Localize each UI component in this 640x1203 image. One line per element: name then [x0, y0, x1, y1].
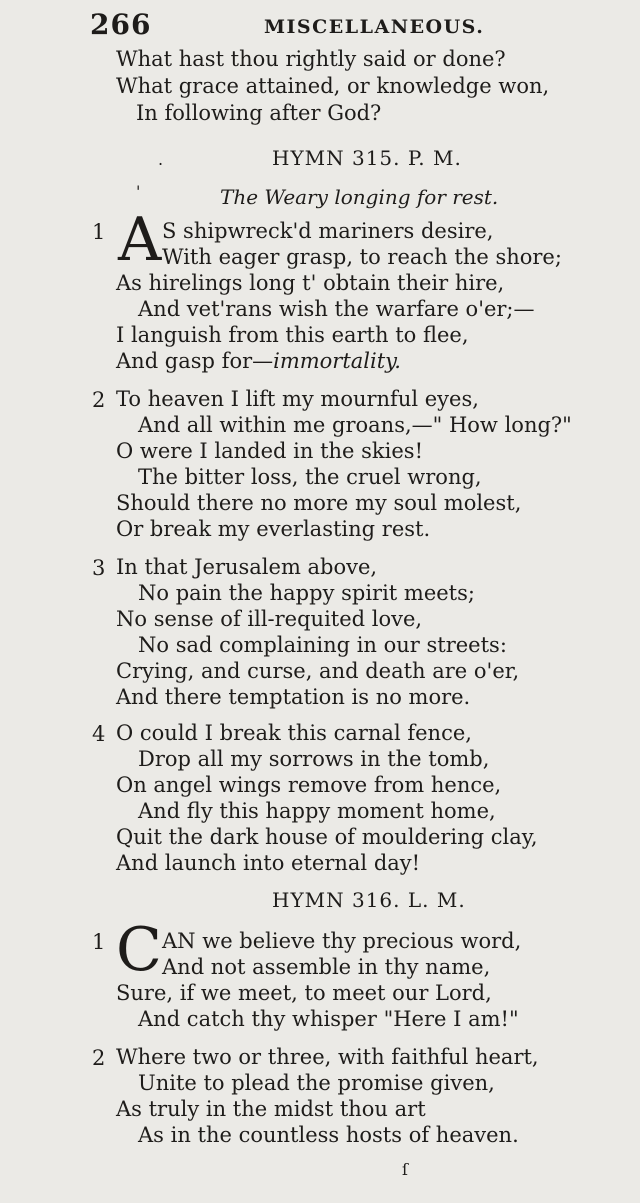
verse-line: O were I landed in the skies!: [116, 439, 424, 463]
verse-line: Sure, if we meet, to meet our Lord,: [116, 981, 492, 1005]
verse-line: Should there no more my soul molest,: [116, 491, 522, 515]
verse-line-text: And gasp for—: [116, 349, 274, 373]
hymn-315-subtitle: The Weary longing for rest.: [220, 185, 499, 209]
verse-number: 3: [92, 556, 106, 580]
drop-cap: A: [118, 205, 162, 275]
stray-mark: .: [158, 150, 164, 169]
verse-line: And fly this happy moment home,: [138, 799, 496, 823]
verse-number: 2: [92, 1046, 106, 1070]
verse-line: I languish from this earth to flee,: [116, 323, 469, 347]
verse-line: As hirelings long t' obtain their hire,: [116, 271, 505, 295]
verse-line: AN we believe thy precious word,: [162, 929, 522, 953]
verse-line: On angel wings remove from hence,: [116, 773, 502, 797]
page-number: 266: [90, 8, 152, 41]
verse-line: Unite to plead the promise given,: [138, 1071, 495, 1095]
verse-line: And vet'rans wish the warfare o'er;—: [138, 297, 535, 321]
verse-line: As in the countless hosts of heaven.: [138, 1123, 519, 1147]
verse-line: No sense of ill-requited love,: [116, 607, 423, 631]
verse-line: To heaven I lift my mournful eyes,: [116, 387, 479, 411]
stray-mark: ': [136, 182, 141, 201]
verse-line: Or break my everlasting rest.: [116, 517, 431, 541]
verse-line: Drop all my sorrows in the tomb,: [138, 747, 490, 771]
verse-line: And there temptation is no more.: [116, 685, 471, 709]
verse-line: No sad complaining in our streets:: [138, 633, 507, 657]
verse-line: And catch thy whisper "Here I am!": [138, 1007, 519, 1031]
verse-line: And not assemble in thy name,: [162, 955, 491, 979]
verse-number: 1: [92, 220, 106, 244]
drop-cap: C: [116, 915, 162, 985]
hymn-315-title: HYMN 315. P. M.: [272, 146, 462, 170]
verse-line: The bitter loss, the cruel wrong,: [138, 465, 482, 489]
verse-number: 1: [92, 930, 106, 954]
verse-line: Crying, and curse, and death are o'er,: [116, 659, 520, 683]
verse-line: S shipwreck'd mariners desire,: [162, 219, 494, 243]
verse-line: No pain the happy spirit meets;: [138, 581, 475, 605]
verse-line: Quit the dark house of mouldering clay,: [116, 825, 538, 849]
verse-line: What grace attained, or knowledge won,: [116, 74, 550, 98]
verse-number: 4: [92, 722, 106, 746]
verse-line: And all within me groans,—" How long?": [138, 413, 572, 437]
italic-word: immortality.: [273, 349, 401, 373]
verse-line: With eager grasp, to reach the shore;: [162, 245, 562, 269]
verse-line: In following after God?: [136, 101, 382, 125]
running-header: [90, 8, 550, 44]
stray-mark: ſ: [402, 1160, 408, 1179]
verse-line: As truly in the midst thou art: [116, 1097, 426, 1121]
verse-line: O could I break this carnal fence,: [116, 721, 472, 745]
verse-line: In that Jerusalem above,: [116, 555, 378, 579]
verse-number: 2: [92, 388, 106, 412]
verse-line: Where two or three, with faithful heart,: [116, 1045, 539, 1069]
verse-line: And launch into eternal day!: [116, 851, 421, 875]
hymn-316-title: HYMN 316. L. M.: [272, 888, 466, 912]
verse-line: What hast thou rightly said or done?: [116, 47, 506, 71]
verse-line-final: [116, 348, 401, 374]
running-title: MISCELLANEOUS.: [264, 16, 485, 38]
